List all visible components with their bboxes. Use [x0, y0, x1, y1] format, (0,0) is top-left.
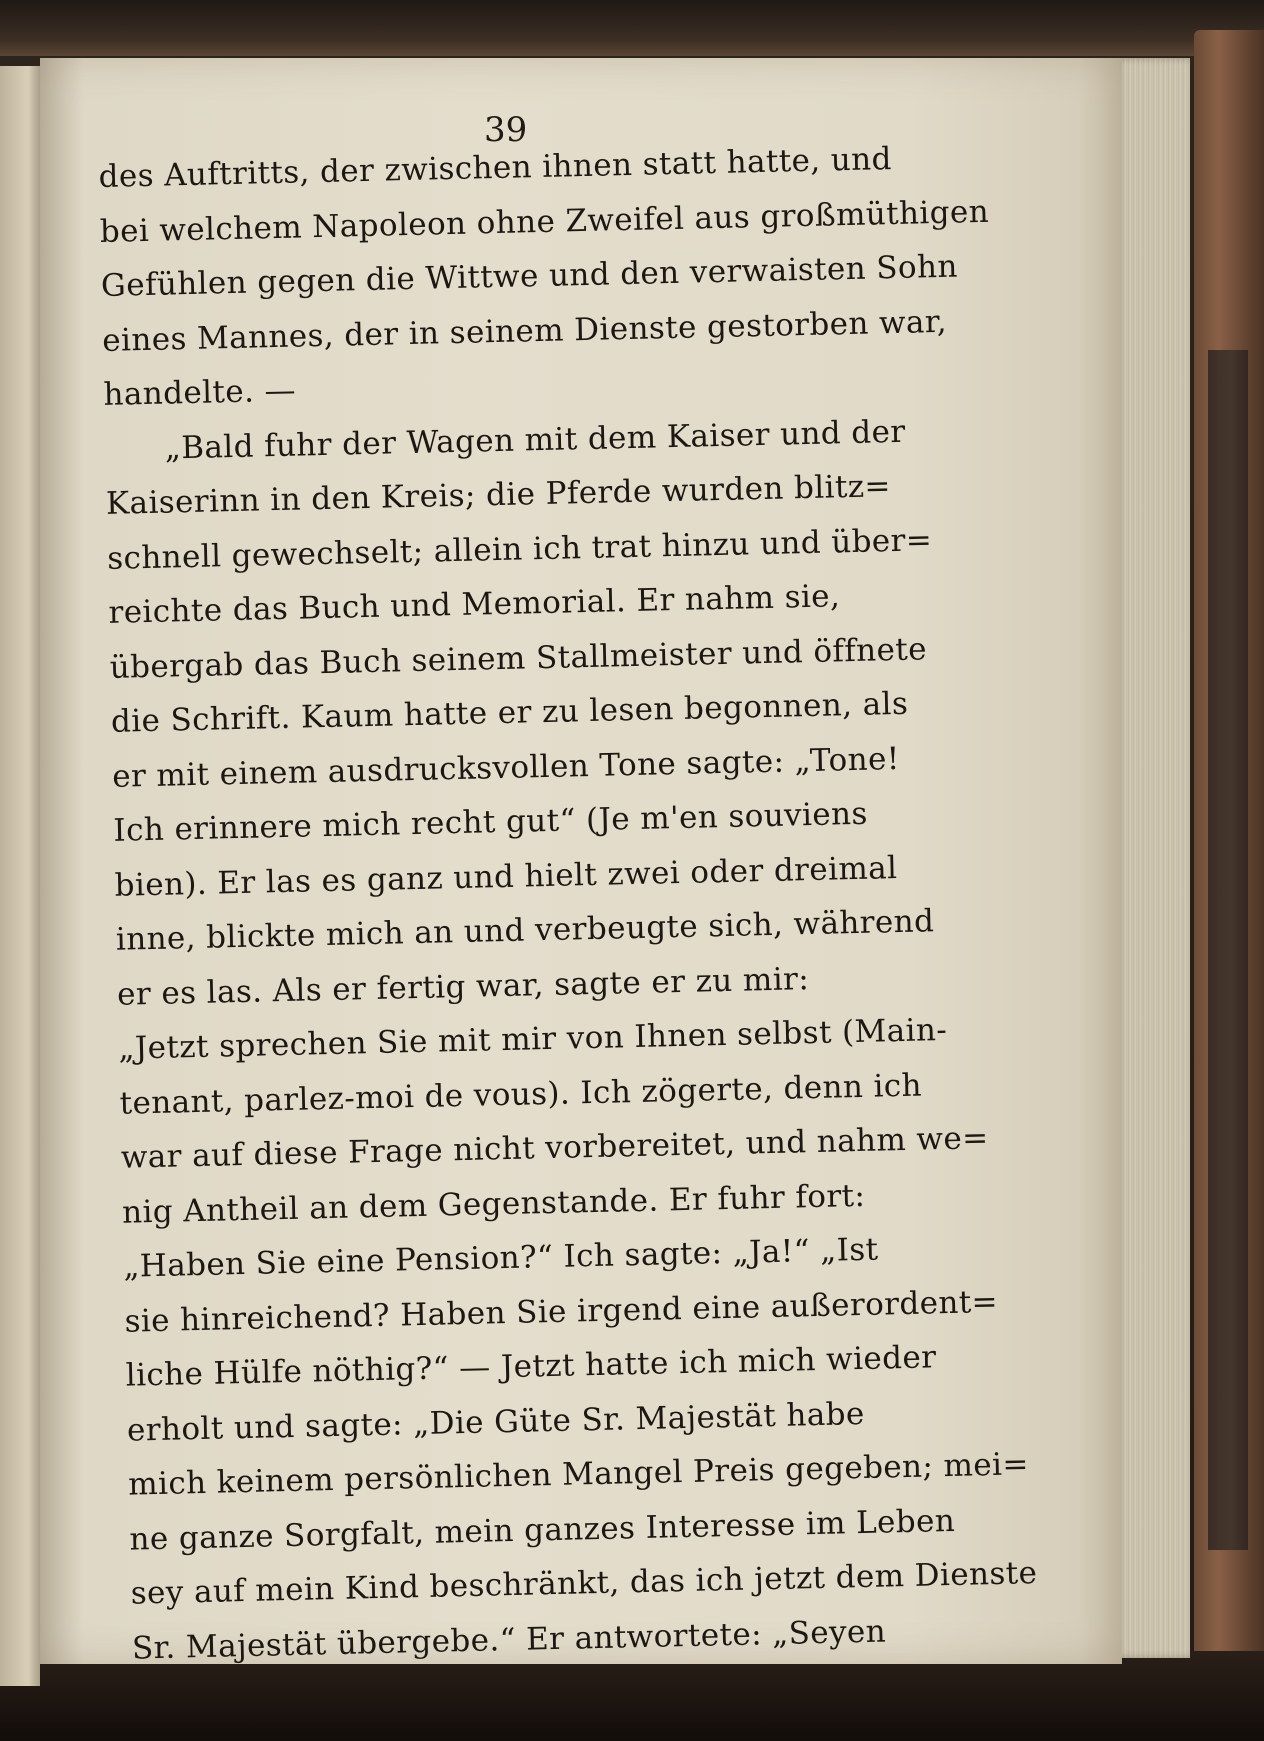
text-line: inne, blickte mich an und verbeugte sich, während — [115, 903, 935, 958]
text-line: tenant, parlez-moi de vous). Ich zögerte, denn ich — [119, 1067, 923, 1122]
text-line: „Jetzt sprechen Sie mit mir von Ihnen selbst (Main- — [117, 1011, 948, 1067]
text-line: „Bald fuhr der Wagen mit dem Kaiser und der — [164, 413, 906, 467]
page-block-edges — [1112, 58, 1190, 1658]
text-line: handelte. — — [103, 372, 297, 413]
text-line: des Auftritts, der zwischen ihnen statt hatte, und — [98, 140, 893, 195]
text-line: die Schrift. Kaum hatte er zu lesen begonnen, als — [110, 685, 909, 740]
text-line: mich keinem persönlichen Mangel Preis gegeben; mei= — [127, 1446, 1030, 1503]
text-line: eines Mannes, der in seinem Dienste gestorben war, — [101, 303, 948, 359]
text-line: Ich erinnere mich recht gut“ (Je m'en souviens — [113, 795, 869, 849]
text-line: ne ganze Sorgfalt, mein ganzes Interesse im Leben — [129, 1502, 956, 1558]
text-line: Sr. Majestät übergebe.“ Er antwortete: „Seyen — [131, 1613, 887, 1667]
text-line: er es las. Als er fertig war, sagte er zu mir: — [116, 960, 810, 1013]
text-line: „Haben Sie eine Pension?“ Ich sagte: „Ja!“ „Ist — [122, 1231, 879, 1285]
text-line: schnell gewechselt; allein ich trat hinzu und über= — [106, 521, 933, 577]
text-line: bien). Er las es ganz und hielt zwei oder dreimal — [114, 849, 898, 904]
text-line: liche Hülfe nöthig?“ — Jetzt hatte ich mich wieder — [125, 1339, 937, 1394]
text-line: reichte das Buch und Memorial. Er nahm sie, — [108, 578, 841, 631]
book-cover-top — [0, 0, 1264, 56]
text-line: er mit einem ausdrucksvollen Tone sagte: „Tone! — [111, 740, 900, 795]
text-line: sey auf mein Kind beschränkt, das ich jetzt dem Dienste — [130, 1555, 1038, 1612]
text-line: war auf diese Frage nicht vorbereitet, und nahm we= — [120, 1120, 989, 1176]
facing-page-edge — [0, 66, 40, 1686]
book-cover-right — [1194, 30, 1264, 1670]
text-line: sie hinreichend? Haben Sie irgend eine außerordent= — [124, 1283, 999, 1340]
text-line: Gefühlen gegen die Wittwe und den verwaisten Sohn — [100, 248, 959, 304]
text-line: bei welchem Napoleon ohne Zweifel aus großmüthigen — [99, 193, 990, 250]
text-line: nig Antheil an dem Gegenstande. Er fuhr fort: — [121, 1177, 866, 1231]
page-number: 39 — [484, 110, 528, 150]
text-line: Kaiserinn in den Kreis; die Pferde wurden blitz= — [105, 468, 892, 522]
body-text — [98, 130, 1038, 1667]
text-line: erholt und sagte: „Die Güte Sr. Majestät habe — [126, 1395, 866, 1449]
text-line: übergab das Buch seinem Stallmeister und öffnete — [109, 630, 928, 686]
